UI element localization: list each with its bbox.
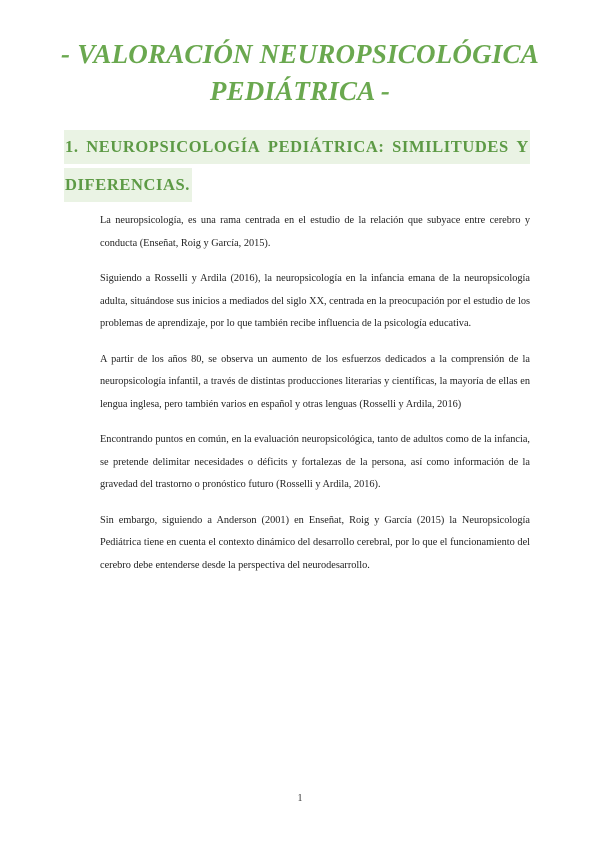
document-title (40, 36, 560, 110)
paragraph: Encontrando puntos en común, en la evaluación neuropsicológica, tanto de adultos como de la infancia, se pretende delimitar necesidades o déficits y fortalezas de la persona, así como información de la gravedad del trastorno o pronóstico futuro (Rosselli y Ardila, 2016). (100, 434, 530, 490)
section-heading-word: SIMILITUDES (392, 137, 509, 156)
page-number: 1 (297, 793, 303, 804)
section-heading (64, 130, 530, 202)
paragraph: A partir de los años 80, se observa un aumento de los esfuerzos dedicados a la comprensión de la neuropsicología infantil, a través de distintas producciones literarias y científicas, la mayoría de ellas en lengua inglesa, pero también varios en español y otras lenguas (Rosselli y Ardila, 2016) (100, 353, 530, 410)
paragraph: Siguiendo a Rosselli y Ardila (2016), la neuropsicología en la infancia emana de la neuropsicología adulta, situándose sus inicios a mediados del siglo XX, centrada en la preocupación por el estudio de los problemas de aprendizaje, por lo que también recibe influencia de la psicología educativa. (100, 273, 530, 329)
section-heading-line-2: DIFERENCIAS. (64, 168, 192, 202)
document-title-line-2: PEDIÁTRICA - (209, 76, 391, 106)
document-title-line-1: - VALORACIÓN NEUROPSICOLÓGICA (61, 39, 539, 69)
section-heading-word: PEDIÁTRICA: (267, 137, 385, 156)
section-number: 1. (65, 137, 79, 156)
section-heading-word: Y (516, 137, 529, 156)
body-text (100, 210, 530, 590)
section-heading-line-1 (64, 130, 530, 164)
paragraph: La neuropsicología, es una rama centrada en el estudio de la relación que subyace entre cerebro y conducta (Enseñat, Roig y García, 2015). (100, 215, 530, 249)
paragraph: Sin embargo, siguiendo a Anderson (2001) en Enseñat, Roig y García (2015) la Neuropsicología Pediátrica tiene en cuenta el contexto dinámico del desarrollo cerebral, por lo que el funcionamiento del cerebro debe entenderse desde la perspectiva del neurodesarrollo. (100, 514, 530, 571)
section-heading-word: NEUROPSICOLOGÍA (86, 137, 261, 156)
